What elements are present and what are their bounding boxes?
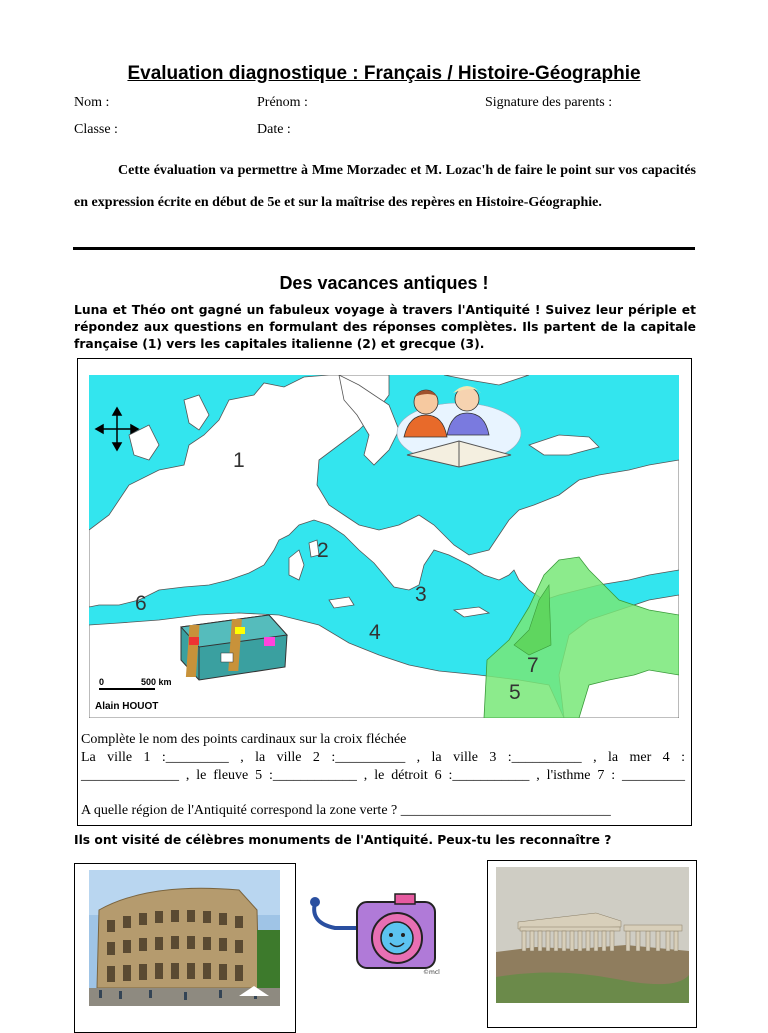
map-label-3: 3: [415, 583, 427, 606]
question-cardinal-points: Complète le nom des points cardinaux sur la croix fléchée: [81, 732, 407, 747]
colosseum-photo: [89, 870, 280, 1006]
map-label-7: 7: [527, 654, 539, 677]
camera-icon: [305, 888, 445, 980]
classe-label: Classe :: [74, 122, 118, 137]
prenom-label: Prénom :: [257, 95, 308, 110]
section-title: Des vacances antiques !: [279, 273, 489, 293]
nom-label: Nom :: [74, 95, 110, 110]
question-places-line2: ______________ , le fleuve 5 :____________ , le détroit 6 :___________ , l'isthme 7 : _________: [81, 768, 685, 783]
question-green-zone: A quelle région de l'Antiquité correspond la zone verte ? ______________________________: [81, 803, 611, 818]
map-credit: Alain HOUOT: [95, 701, 159, 712]
scale-label: 500 km: [141, 677, 172, 687]
monuments-prompt: Ils ont visité de célèbres monuments de l'Antiquité. Peux-tu les reconnaître ?: [74, 833, 612, 847]
question-places-line1: La ville 1 :_________ , la ville 2 :__________ , la ville 3 :__________ , la mer 4 :: [81, 750, 685, 765]
signature-label: Signature des parents :: [485, 95, 613, 110]
divider: [73, 247, 695, 250]
parthenon-photo: [496, 867, 689, 1003]
story-paragraph: Luna et Théo ont gagné un fabuleux voyage à travers l'Antiquité ! Suivez leur périple et répondez aux questions en formulant des réponses complètes. Ils partent de la capitale française (1) vers les capitales italienne (2) et grecque (3).: [74, 303, 696, 351]
page-title: Evaluation diagnostique : Français / Histoire-Géographie: [127, 63, 641, 84]
map: [89, 375, 679, 718]
date-label: Date :: [257, 122, 291, 137]
camera-mark: ©mcl: [423, 969, 440, 976]
intro-paragraph: Cette évaluation va permettre à Mme Morzadec et M. Lozac'h de faire le point sur vos capacités en expression écrite en début de 5e et sur la maîtrise des repères en Histoire-Géographie.: [74, 163, 696, 210]
map-label-4: 4: [369, 621, 381, 644]
map-label-2: 2: [317, 539, 329, 562]
map-label-1: 1: [233, 449, 245, 472]
map-label-5: 5: [509, 681, 521, 704]
map-label-6: 6: [135, 592, 147, 615]
scale-zero: 0: [99, 677, 105, 687]
